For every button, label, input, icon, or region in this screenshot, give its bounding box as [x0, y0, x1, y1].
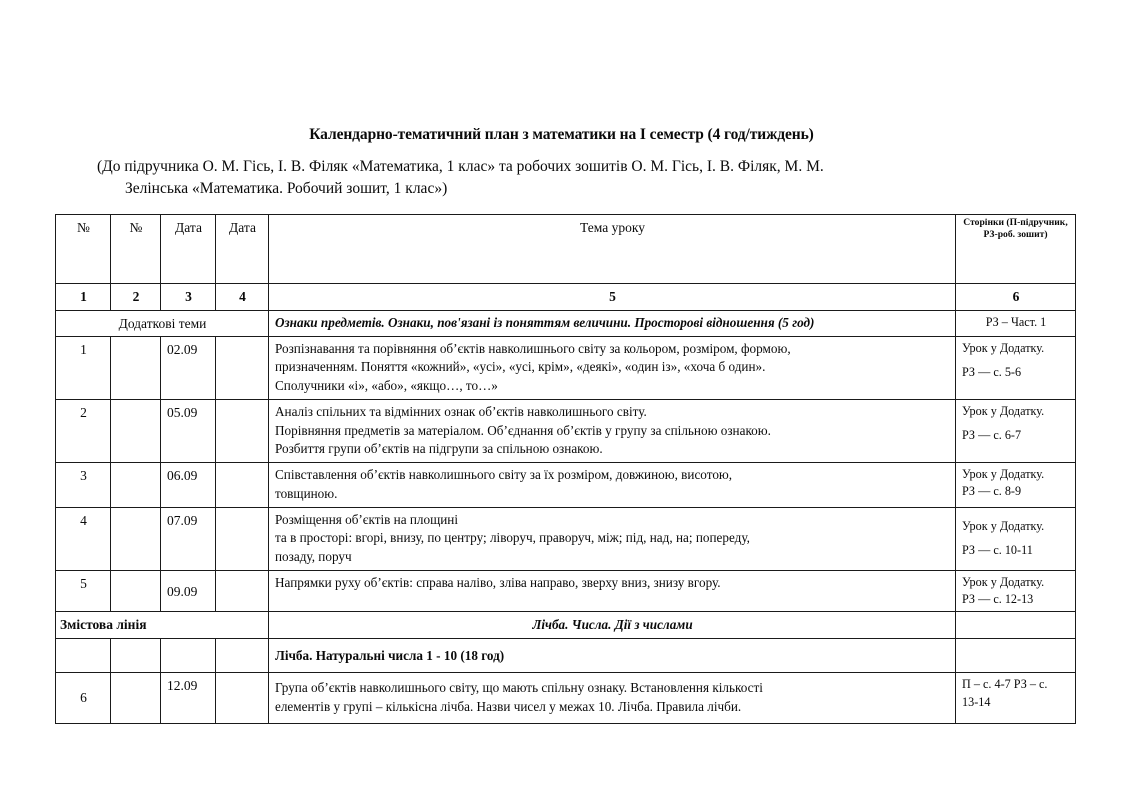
section-theme-additional-topics: Ознаки предметів. Ознаки, пов'язані із поняттям величини. Просторові відношення (5 год) [269, 310, 956, 336]
section-label-additional-topics: Додаткові теми [56, 310, 269, 336]
theme-line: Розпізнавання та порівняння об’єктів навколишнього світу за кольором, розміром, формою, [275, 340, 791, 356]
section-subheading-theme: Лічба. Натуральні числа 1 - 10 (18 год) [269, 638, 956, 673]
row-number-secondary [111, 336, 161, 399]
row-number: 2 [56, 399, 111, 462]
section-row-subheading [56, 638, 1076, 673]
spacer [962, 357, 1070, 364]
section-theme-content-line: Лічба. Числа. Дії з числами [269, 612, 956, 638]
section-row-additional-topics [56, 310, 1076, 336]
row-date: 02.09 [161, 336, 216, 399]
column-index-1: 1 [56, 283, 111, 310]
row-date: 05.09 [161, 399, 216, 462]
column-index-5: 5 [269, 283, 956, 310]
theme-line: елементів у групі – кількісна лічба. Назви чисел у межах 10. Лічба. Правила лічби. [275, 699, 742, 715]
section-row-content-line [56, 612, 1076, 638]
row-pages [956, 463, 1076, 507]
section-pages-content-line [956, 612, 1076, 638]
theme-line: Аналіз спільних та відмінних ознак об’єктів навколишнього світу. [275, 403, 647, 419]
pages-line: П – с. 4-7 РЗ – с. [962, 677, 1048, 692]
row-date-secondary [216, 570, 269, 612]
subheading-blank-3 [161, 638, 216, 673]
subtitle-line-2: Зелінська «Математика. Робочий зошит, 1 клас») [125, 180, 448, 198]
spacer [962, 535, 1070, 542]
calendar-plan-table [55, 214, 1076, 724]
subheading-blank-4 [216, 638, 269, 673]
row-number-secondary [111, 399, 161, 462]
row-number: 5 [56, 570, 111, 612]
theme-line: Співставлення об’єктів навколишнього світу за їх розміром, довжиною, висотою, [275, 467, 733, 483]
pages-line: Урок у Додатку. [962, 340, 1045, 355]
theme-line: та в просторі: вгорі, внизу, по центру; ліворуч, праворуч, між; під, над, на; попереду, [275, 530, 750, 546]
table-row [56, 336, 1076, 399]
row-number-secondary [111, 463, 161, 507]
page-subtitle [0, 145, 1123, 201]
table-header-row [56, 214, 1076, 283]
column-index-6: 6 [956, 283, 1076, 310]
row-date-secondary [216, 673, 269, 723]
row-date-secondary [216, 463, 269, 507]
subheading-blank-1 [56, 638, 111, 673]
row-date: 09.09 [161, 570, 216, 612]
theme-line: Група об’єктів навколишнього світу, що мають спільну ознаку. Встановлення кількості [275, 680, 763, 696]
row-theme [269, 399, 956, 462]
pages-line: 13-14 [962, 694, 991, 709]
theme-line: позаду, поруч [275, 549, 352, 565]
theme-line: Розміщення об’єктів на площині [275, 511, 459, 527]
row-number-secondary [111, 673, 161, 723]
row-number-secondary [111, 507, 161, 570]
pages-line: РЗ — с. 10-11 [962, 543, 1033, 558]
theme-line: призначенням. Поняття «кожний», «усі», «усі, крім», «деякі», «один із», «хоча б один». [275, 359, 766, 375]
table-row [56, 507, 1076, 570]
row-theme [269, 673, 956, 723]
row-date-secondary [216, 399, 269, 462]
column-index-4: 4 [216, 283, 269, 310]
theme-line: Порівняння предметів за матеріалом. Об’єднання об’єктів у групу за спільною ознакою. [275, 422, 771, 438]
row-date: 06.09 [161, 463, 216, 507]
theme-line: товщиною. [275, 485, 338, 501]
row-pages [956, 673, 1076, 723]
table-column-number-row [56, 283, 1076, 310]
theme-line: Сполучники «і», «або», «якщо…, то…» [275, 378, 498, 394]
pages-line: Урок у Додатку. [962, 467, 1045, 482]
row-number: 1 [56, 336, 111, 399]
column-index-3: 3 [161, 283, 216, 310]
pages-line: Урок у Додатку. [962, 403, 1045, 418]
section-label-content-line: Змістова лінія [56, 612, 269, 638]
row-pages [956, 336, 1076, 399]
row-pages [956, 570, 1076, 612]
pages-line: Урок у Додатку. [962, 574, 1045, 589]
section-pages-additional-topics: РЗ – Част. 1 [956, 310, 1076, 336]
row-pages [956, 399, 1076, 462]
header-cell-date-1: Дата [161, 214, 216, 283]
row-number: 4 [56, 507, 111, 570]
row-number-secondary [111, 570, 161, 612]
row-date-secondary [216, 336, 269, 399]
header-cell-number-2: № [111, 214, 161, 283]
section-subheading-pages [956, 638, 1076, 673]
row-date-secondary [216, 507, 269, 570]
header-cell-number-1: № [56, 214, 111, 283]
spacer [962, 420, 1070, 427]
pages-line: РЗ — с. 12-13 [962, 592, 1034, 607]
row-theme [269, 507, 956, 570]
header-cell-pages: Сторінки (П-підручник, РЗ-роб. зошит) [956, 214, 1076, 283]
pages-line: РЗ — с. 5-6 [962, 365, 1022, 380]
row-date: 07.09 [161, 507, 216, 570]
row-theme [269, 463, 956, 507]
row-number: 6 [56, 673, 111, 723]
pages-line: Урок у Додатку. [962, 518, 1045, 533]
row-date: 12.09 [161, 673, 216, 723]
subheading-blank-2 [111, 638, 161, 673]
row-theme [269, 570, 956, 612]
theme-line: Розбиття групи об’єктів на підгрупи за спільною ознакою. [275, 441, 603, 457]
table-row [56, 570, 1076, 612]
row-pages [956, 507, 1076, 570]
column-index-2: 2 [111, 283, 161, 310]
table-row [56, 399, 1076, 462]
row-number: 3 [56, 463, 111, 507]
header-cell-date-2: Дата [216, 214, 269, 283]
page-title: Календарно-тематичний план з математики на I семестр (4 год/тиждень) [309, 126, 814, 143]
subtitle-line-1: (До підручника О. М. Гісь, І. В. Філяк «Математика, 1 клас» та робочих зошитів О. М. Гісь, І. В. Філяк, М. М. [97, 157, 824, 175]
table-row [56, 673, 1076, 723]
table-row [56, 463, 1076, 507]
row-theme [269, 336, 956, 399]
theme-line: Напрямки руху об’єктів: справа наліво, зліва направо, зверху вниз, знизу вгору. [275, 574, 721, 590]
header-cell-lesson-topic: Тема уроку [269, 214, 956, 283]
pages-line: РЗ — с. 6-7 [962, 428, 1022, 443]
pages-line: РЗ — с. 8-9 [962, 484, 1022, 499]
